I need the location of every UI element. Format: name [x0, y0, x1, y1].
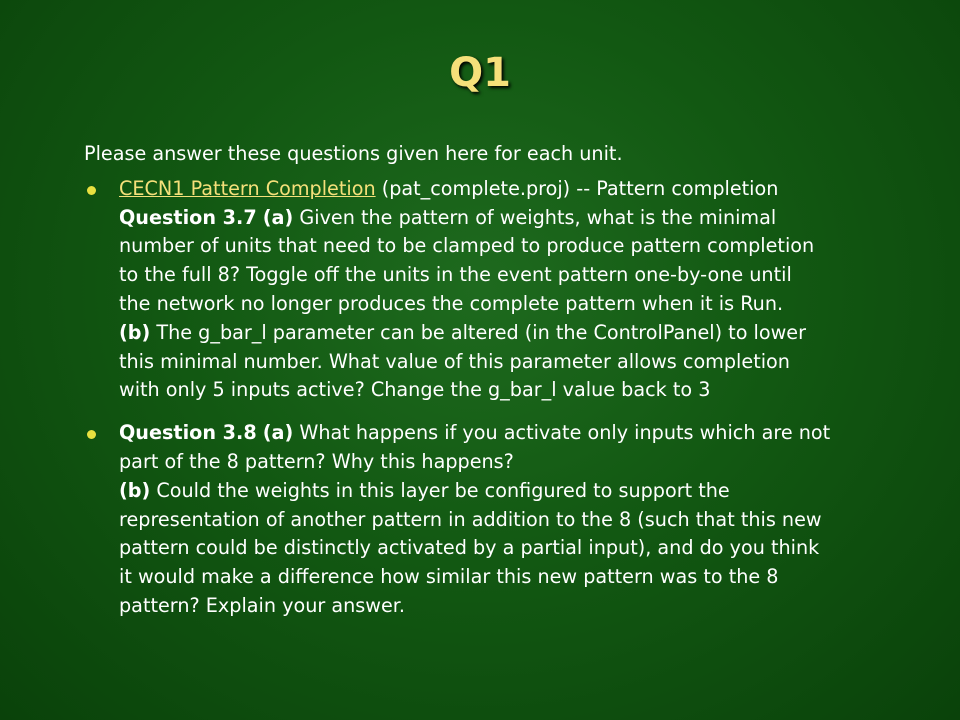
link-suffix-text: (pat_complete.proj) -- Pattern completion: [375, 176, 779, 200]
bullet-dot-icon: [87, 186, 96, 195]
slide-body: [84, 140, 924, 635]
bullet-line: [119, 319, 924, 348]
slide-title: Q1: [449, 50, 511, 96]
bullet-line: pattern? Explain your answer.: [119, 593, 406, 617]
question-label: Question 3.8: [119, 421, 257, 445]
bullet-line: [119, 175, 924, 204]
bullet-item-question-3-8: [84, 419, 924, 621]
bullet-line: it would make a difference how similar this new pattern was to the 8: [119, 565, 779, 589]
bullet-line: representation of another pattern in addition to the 8 (such that this new: [119, 507, 822, 531]
question-text: What happens if you activate only inputs which are not: [293, 421, 831, 445]
part-a-label: (a): [262, 421, 294, 445]
bullet-item-question-3-7: [84, 175, 924, 405]
bullet-line: pattern could be distinctly activated by a partial input), and do you think: [119, 536, 820, 560]
intro-text: Please answer these questions given here for each unit.: [84, 142, 623, 165]
bullet-line: [119, 419, 924, 448]
bullet-line: the network no longer produces the complete pattern when it is Run.: [119, 291, 784, 315]
bullet-line: [119, 204, 924, 233]
bullet-line: number of units that need to be clamped to produce pattern completion: [119, 234, 815, 258]
part-b-label: (b): [119, 320, 151, 344]
part-a-label: (a): [262, 205, 294, 229]
cecn1-link[interactable]: CECN1 Pattern Completion: [119, 176, 376, 200]
bullet-line: with only 5 inputs active? Change the g_bar_l value back to 3: [119, 378, 711, 402]
question-label: Question 3.7: [119, 205, 257, 229]
bullet-line: [119, 477, 924, 506]
bullet-line: to the full 8? Toggle off the units in the event pattern one-by-one until: [119, 263, 792, 287]
part-b-label: (b): [119, 478, 151, 502]
question-text: Could the weights in this layer be configured to support the: [150, 478, 730, 502]
question-text: Given the pattern of weights, what is the minimal: [293, 205, 777, 229]
bullet-line: part of the 8 pattern? Why this happens?: [119, 449, 514, 473]
question-text: The g_bar_l parameter can be altered (in the ControlPanel) to lower: [150, 320, 806, 344]
bullet-line: this minimal number. What value of this parameter allows completion: [119, 349, 790, 373]
bullet-dot-icon: [87, 430, 96, 439]
